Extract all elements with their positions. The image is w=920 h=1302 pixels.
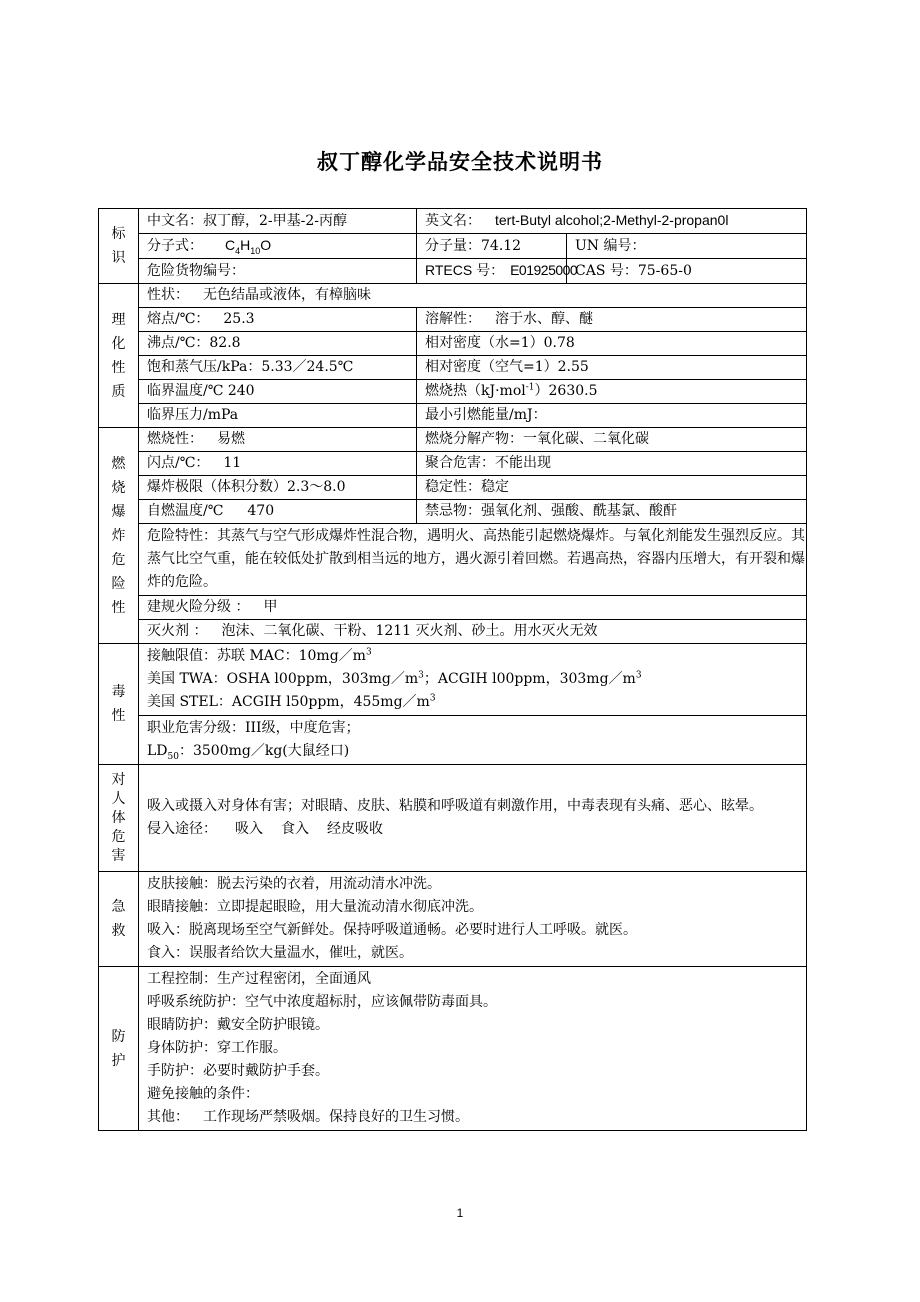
hand-protection: 手防护：必要时戴防护手套。 <box>147 1063 329 1079</box>
hazard-class: 职业危害分级：III级，中度危害； <box>147 720 360 736</box>
table-row <box>99 596 807 620</box>
health-effects: 吸入或摄入对身体有害；对眼睛、皮肤、粘膜和呼吸道有刺激作用，中毒表现有头痛、恶心、眩晕。 <box>147 798 763 814</box>
table-row <box>99 967 807 1131</box>
cas-number: CAS 号：75-65-0 <box>567 259 807 284</box>
protection-measures <box>139 967 807 1131</box>
table-row <box>99 259 807 284</box>
section-fire: 燃烧爆炸危险性 <box>99 428 139 644</box>
table-row <box>99 380 807 404</box>
appearance: 性状： 无色结晶或液体，有樟脑味 <box>139 284 807 308</box>
density-water: 相对密度（水=1）0.78 <box>417 332 807 356</box>
section-health: 对人体危害 <box>99 765 139 872</box>
page-number: 1 <box>456 1206 464 1220</box>
hazard-characteristics: 危险特性：其蒸气与空气形成爆炸性混合物，遇明火、高热能引起燃烧爆炸。与氧化剂能发生强烈反应。其蒸气比空气重，能在较低处扩散到相当远的地方，遇火源引着回燃。若遇高热，容器内压增大，有开裂和爆炸的危险。 <box>139 524 807 596</box>
molecular-weight: 分子量：74.12 <box>417 234 567 259</box>
flash-point: 闪点/℃： 11 <box>139 452 417 476</box>
boiling-point: 沸点/℃：82.8 <box>139 332 417 356</box>
table-row <box>99 872 807 967</box>
section-first-aid: 急救 <box>99 872 139 967</box>
respiratory-protection: 呼吸系统防护：空气中浓度超标肘，应该佩带防毒面具。 <box>147 994 497 1010</box>
polymerization-hazard: 聚合危害：不能出现 <box>417 452 807 476</box>
table-row <box>99 404 807 428</box>
table-row <box>99 644 807 716</box>
vapor-pressure: 饱和蒸气压/kPa：5.33／24.5℃ <box>139 356 417 380</box>
engineering-control: 工程控制：生产过程密闭，全面通风 <box>147 971 371 987</box>
decomposition-products: 燃烧分解产物：一氧化碳、二氧化碳 <box>417 428 807 452</box>
explosion-limits: 爆炸极限（体积分数）2.3～8.0 <box>139 476 417 500</box>
incompatible-materials: 禁忌物：强氧化剂、强酸、酰基氯、酸酐 <box>417 500 807 524</box>
melting-point: 熔点/℃： 25.3 <box>139 308 417 332</box>
document-title: 叔丁醇化学品安全技术说明书 <box>317 150 603 174</box>
table-row <box>99 332 807 356</box>
limit-us-twa: 美国 TWA：OSHA l00ppm，$303mg/m^3$；ACGIH l00ppm，$303mg/m^3$ <box>147 670 642 687</box>
autoignition-temperature: 自燃温度/℃ 470 <box>139 500 417 524</box>
exposure-limits <box>139 644 807 716</box>
rtecs-number: RTECS 号： E01925000 <box>417 259 567 284</box>
table-row <box>99 284 807 308</box>
dangerous-goods-number: 危险货物编号： <box>139 259 417 284</box>
cn-name: 中文名：叔丁醇，2-甲基-2-丙醇 <box>139 209 417 234</box>
min-ignition-energy: 最小引燃能量/mJ： <box>417 404 807 428</box>
exposure-routes: 侵入途径： 吸入 食入 经皮吸收 <box>147 821 383 837</box>
limit-ussr: 接触限值：苏联 MAC：$10mg/m^3$ <box>147 647 372 664</box>
section-protection: 防护 <box>99 967 139 1131</box>
table-row <box>99 620 807 644</box>
section-toxicity: 毒性 <box>99 644 139 765</box>
stability: 稳定性：稳定 <box>417 476 807 500</box>
first-aid-inhalation: 吸入：脱离现场至空气新鲜处。保持呼吸道通畅。必要时进行人工呼吸。就医。 <box>147 922 637 938</box>
section-identification: 标识 <box>99 209 139 284</box>
occupational-hazard <box>139 716 807 765</box>
combustion-heat: 燃烧热（kJ·mol$^{-1}$）2630.5 <box>417 380 807 404</box>
first-aid-ingestion: 食入：误服者给饮大量温水，催吐，就医。 <box>147 945 413 961</box>
critical-pressure: 临界压力/mPa <box>139 404 417 428</box>
critical-temperature: 临界温度/℃ 240 <box>139 380 417 404</box>
un-number: UN 编号： <box>567 234 807 259</box>
fire-hazard-class: 建规火险分级 ： 甲 <box>139 596 807 620</box>
limit-us-stel: 美国 STEL：ACGIH l50ppm，$455mg/m^3$ <box>147 693 436 710</box>
extinguishing-agent: 灭火剂 ： 泡沫、二氧化碳、干粉、1211 灭火剂、砂土。用水灭火无效 <box>139 620 807 644</box>
table-row <box>99 524 807 596</box>
solubility: 溶解性： 溶于水、醇、醚 <box>417 308 807 332</box>
body-protection: 身体防护：穿工作服。 <box>147 1040 287 1056</box>
table-row <box>99 452 807 476</box>
avoid-conditions: 避免接触的条件： <box>147 1086 259 1102</box>
ld50: $LD_{50}$：3500mg／kg(大鼠经口) <box>147 743 350 762</box>
table-row <box>99 476 807 500</box>
table-row <box>99 716 807 765</box>
molecular-formula: 分子式： $C_4H_{10}O$ <box>139 234 417 259</box>
table-row <box>99 500 807 524</box>
msds-table <box>98 208 807 1131</box>
first-aid-skin: 皮肤接触：脱去污染的衣着，用流动清水冲洗。 <box>147 876 441 892</box>
table-row <box>99 234 807 259</box>
table-row <box>99 308 807 332</box>
table-row <box>99 428 807 452</box>
first-aid-eyes: 眼睛接触：立即提起眼睑，用大量流动清水彻底冲洗。 <box>147 899 483 915</box>
section-physical: 理化性质 <box>99 284 139 428</box>
health-hazards <box>139 765 807 872</box>
table-row <box>99 356 807 380</box>
density-air: 相对密度（空气=1）2.55 <box>417 356 807 380</box>
first-aid-measures <box>139 872 807 967</box>
en-name: 英文名： tert-Butyl alcohol;2-Methyl-2-propan0l <box>417 209 807 234</box>
eye-protection: 眼睛防护：戴安全防护眼镜。 <box>147 1017 329 1033</box>
flammability: 燃烧性： 易燃 <box>139 428 417 452</box>
other-protection: 其他： 工作现场严禁吸烟。保持良好的卫生习惯。 <box>147 1109 469 1125</box>
table-row <box>99 765 807 872</box>
table-row <box>99 209 807 234</box>
